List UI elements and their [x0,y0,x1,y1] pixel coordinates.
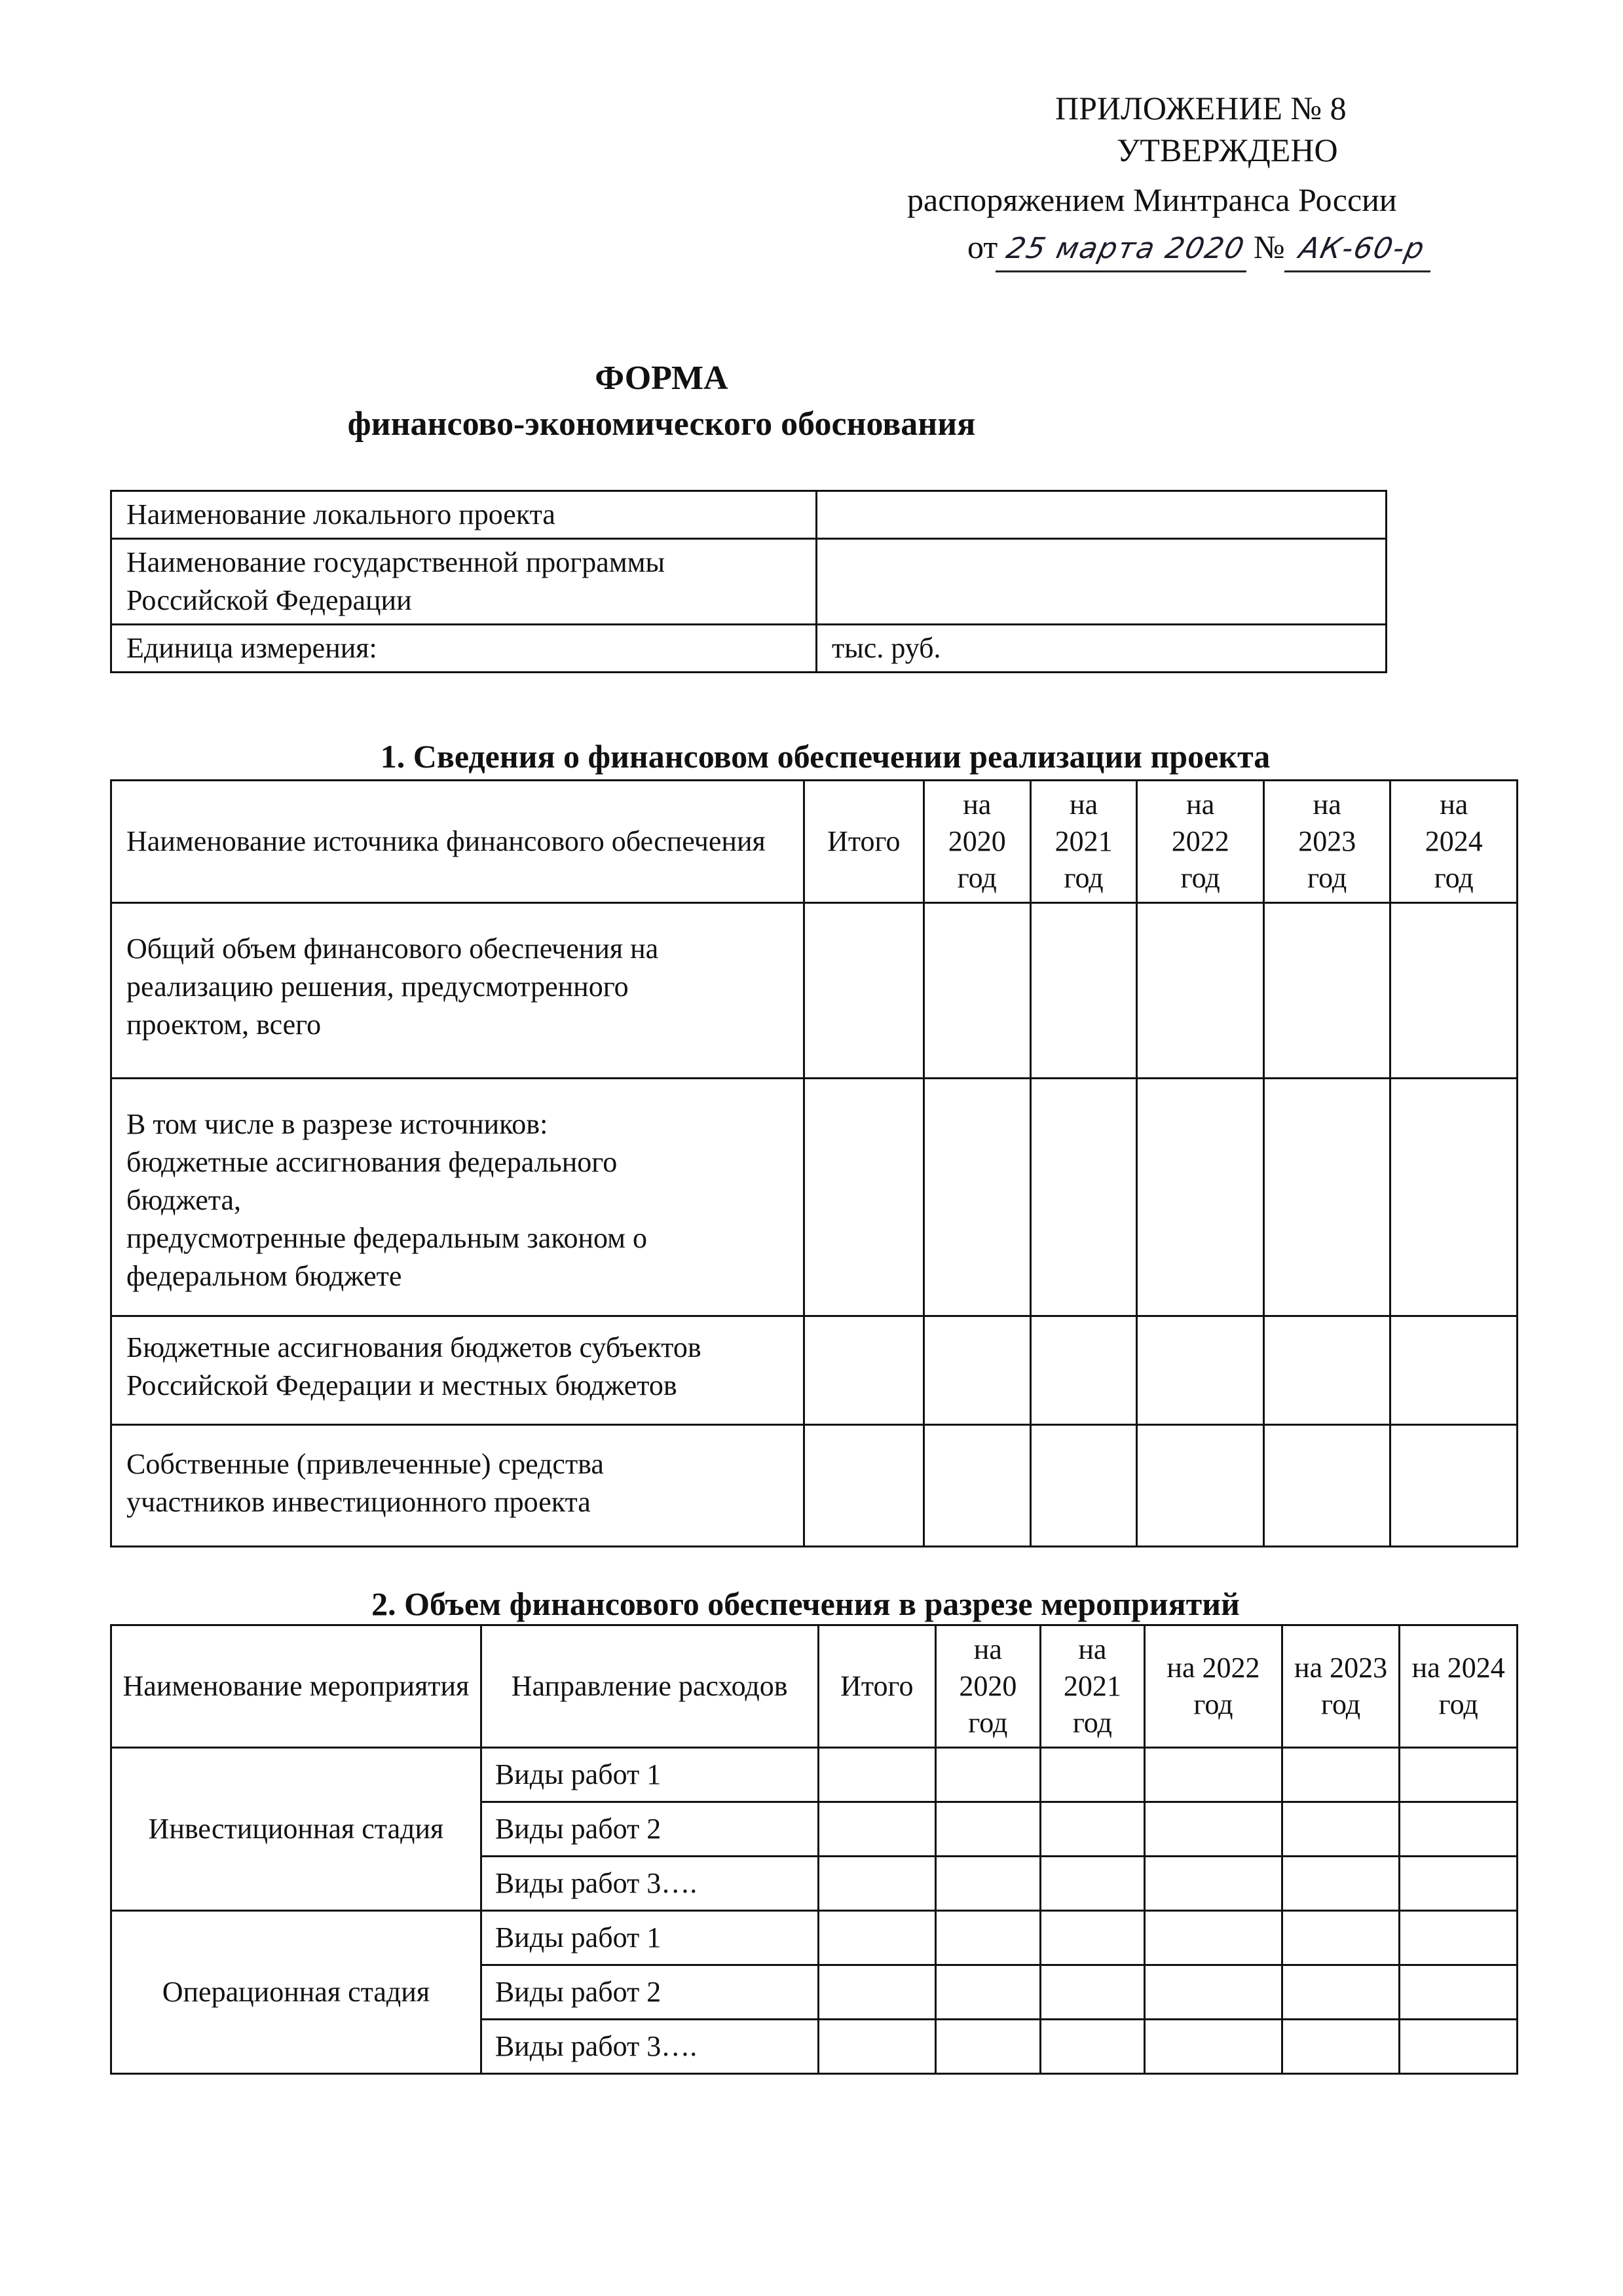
value-cell[interactable] [1030,903,1137,1079]
header-year-2020: на 2020 год [923,781,1030,903]
value-cell[interactable] [1390,1316,1518,1425]
source-cell: Общий объем финансового обеспечения на реализацию решения, предусмотренного проектом, всего [111,903,804,1079]
table-header-row [111,1625,1518,1748]
value-cell[interactable] [1137,1316,1264,1425]
value-cell[interactable] [936,1802,1041,1857]
form-title: ФОРМА [595,360,728,397]
value-cell[interactable] [1145,1965,1282,2020]
value-cell[interactable] [1400,1911,1518,1965]
value-cell[interactable] [818,1857,936,1911]
value-cell[interactable] [923,1425,1030,1547]
value-cell[interactable] [818,1965,936,2020]
value-cell[interactable] [1400,2020,1518,2074]
value-cell[interactable] [818,1802,936,1857]
info-label: Наименование государственной программы Российской Федерации [111,539,817,625]
value-cell[interactable] [818,1748,936,1802]
value-cell[interactable] [936,1911,1041,1965]
stage-name: Инвестиционная стадия [111,1748,481,1911]
info-value[interactable] [817,539,1387,625]
value-cell[interactable] [1145,1911,1282,1965]
handwritten-date: 25 марта 2020 [996,227,1256,272]
value-cell[interactable] [936,1748,1041,1802]
value-cell[interactable] [1030,1316,1137,1425]
from-label: от [967,229,998,265]
value-cell[interactable] [1040,2020,1145,2074]
work-type: Виды работ 1 [481,1748,818,1802]
value-cell[interactable] [1040,1857,1145,1911]
project-info-table [110,490,1387,673]
header-year-2021: на 2021 год [1030,781,1137,903]
header-year-2021: на 2021 год [1040,1625,1145,1748]
value-cell[interactable] [1390,903,1518,1079]
decree-line: распоряжением Минтранса России [907,181,1397,218]
events-table [110,1624,1518,2075]
header-year-2024: на 2024 год [1390,781,1518,903]
value-cell[interactable] [1282,2020,1400,2074]
header-source: Наименование источника финансового обеспечения [111,781,804,903]
table-row [111,1748,1518,1802]
value-cell[interactable] [818,1911,936,1965]
value-cell[interactable] [1263,1316,1390,1425]
number-label: № [1253,229,1285,265]
table-header-row [111,781,1518,903]
value-cell[interactable] [1145,1857,1282,1911]
value-cell[interactable] [804,1316,923,1425]
table-row [111,1425,1518,1547]
work-type: Виды работ 3…. [481,1857,818,1911]
handwritten-number: АК-60-р [1284,227,1440,272]
stage-name: Операционная стадия [111,1911,481,2074]
value-cell[interactable] [1040,1802,1145,1857]
header-year-2024: на 2024 год [1400,1625,1518,1748]
value-cell[interactable] [1282,1965,1400,2020]
work-type: Виды работ 2 [481,1802,818,1857]
table-row [111,903,1518,1079]
value-cell[interactable] [1040,1911,1145,1965]
value-cell[interactable] [1030,1425,1137,1547]
value-cell[interactable] [1282,1802,1400,1857]
header-year-2023: на 2023 год [1282,1625,1400,1748]
table-row [111,539,1387,625]
value-cell[interactable] [1400,1802,1518,1857]
header-total: Итого [804,781,923,903]
source-cell: Бюджетные ассигнования бюджетов субъектов Российской Федерации и местных бюджетов [111,1316,804,1425]
value-cell[interactable] [1030,1079,1137,1316]
header-total: Итого [818,1625,936,1748]
value-cell[interactable] [818,2020,936,2074]
value-cell[interactable] [804,903,923,1079]
value-cell[interactable] [1390,1079,1518,1316]
decree-date-line [967,225,1435,272]
value-cell[interactable] [1145,1802,1282,1857]
header-event: Наименование мероприятия [111,1625,481,1748]
table-row [111,1911,1518,1965]
section-2-title: 2. Объем финансового обеспечения в разрезе мероприятий [371,1585,1240,1622]
value-cell[interactable] [1145,1748,1282,1802]
value-cell[interactable] [1137,1079,1264,1316]
value-cell[interactable] [1400,1965,1518,2020]
table-row [111,1079,1518,1316]
value-cell[interactable] [1400,1748,1518,1802]
info-value[interactable] [817,491,1387,539]
value-cell[interactable] [923,1079,1030,1316]
value-cell[interactable] [1282,1911,1400,1965]
info-label: Наименование локального проекта [111,491,817,539]
source-cell: В том числе в разрезе источников: бюджетные ассигнования федерального бюджета, предусмотренные федеральным законом о федеральном бюджете [111,1079,804,1316]
value-cell[interactable] [804,1425,923,1547]
value-cell[interactable] [923,903,1030,1079]
work-type: Виды работ 1 [481,1911,818,1965]
value-cell[interactable] [1282,1748,1400,1802]
form-subtitle: финансово-экономического обоснования [347,405,976,443]
value-cell[interactable] [936,1965,1041,2020]
financing-table [110,779,1518,1547]
value-cell[interactable] [1390,1425,1518,1547]
value-cell[interactable] [936,1857,1041,1911]
header-direction: Направление расходов [481,1625,818,1748]
header-year-2022: на 2022 год [1145,1625,1282,1748]
value-cell[interactable] [1145,2020,1282,2074]
value-cell[interactable] [1040,1748,1145,1802]
appendix-number: ПРИЛОЖЕНИЕ № 8 [1055,90,1347,126]
work-type: Виды работ 3…. [481,2020,818,2074]
value-cell[interactable] [923,1316,1030,1425]
value-cell[interactable] [1263,1425,1390,1547]
header-year-2022: на 2022 год [1137,781,1264,903]
value-cell[interactable] [1263,903,1390,1079]
header-year-2020: на 2020 год [936,1625,1041,1748]
header-year-2023: на 2023 год [1263,781,1390,903]
value-cell[interactable] [1263,1079,1390,1316]
source-cell: Собственные (привлеченные) средства участников инвестиционного проекта [111,1425,804,1547]
table-row [111,625,1387,673]
value-cell[interactable] [1400,1857,1518,1911]
table-row [111,1316,1518,1425]
approved-stamp: УТВЕРЖДЕНО [1117,132,1338,168]
info-value[interactable]: тыс. руб. [817,625,1387,673]
value-cell[interactable] [1040,1965,1145,2020]
info-label: Единица измерения: [111,625,817,673]
value-cell[interactable] [1282,1857,1400,1911]
value-cell[interactable] [1137,1425,1264,1547]
value-cell[interactable] [804,1079,923,1316]
value-cell[interactable] [936,2020,1041,2074]
work-type: Виды работ 2 [481,1965,818,2020]
value-cell[interactable] [1137,903,1264,1079]
section-1-title: 1. Сведения о финансовом обеспечении реализации проекта [380,738,1271,775]
table-row [111,491,1387,539]
